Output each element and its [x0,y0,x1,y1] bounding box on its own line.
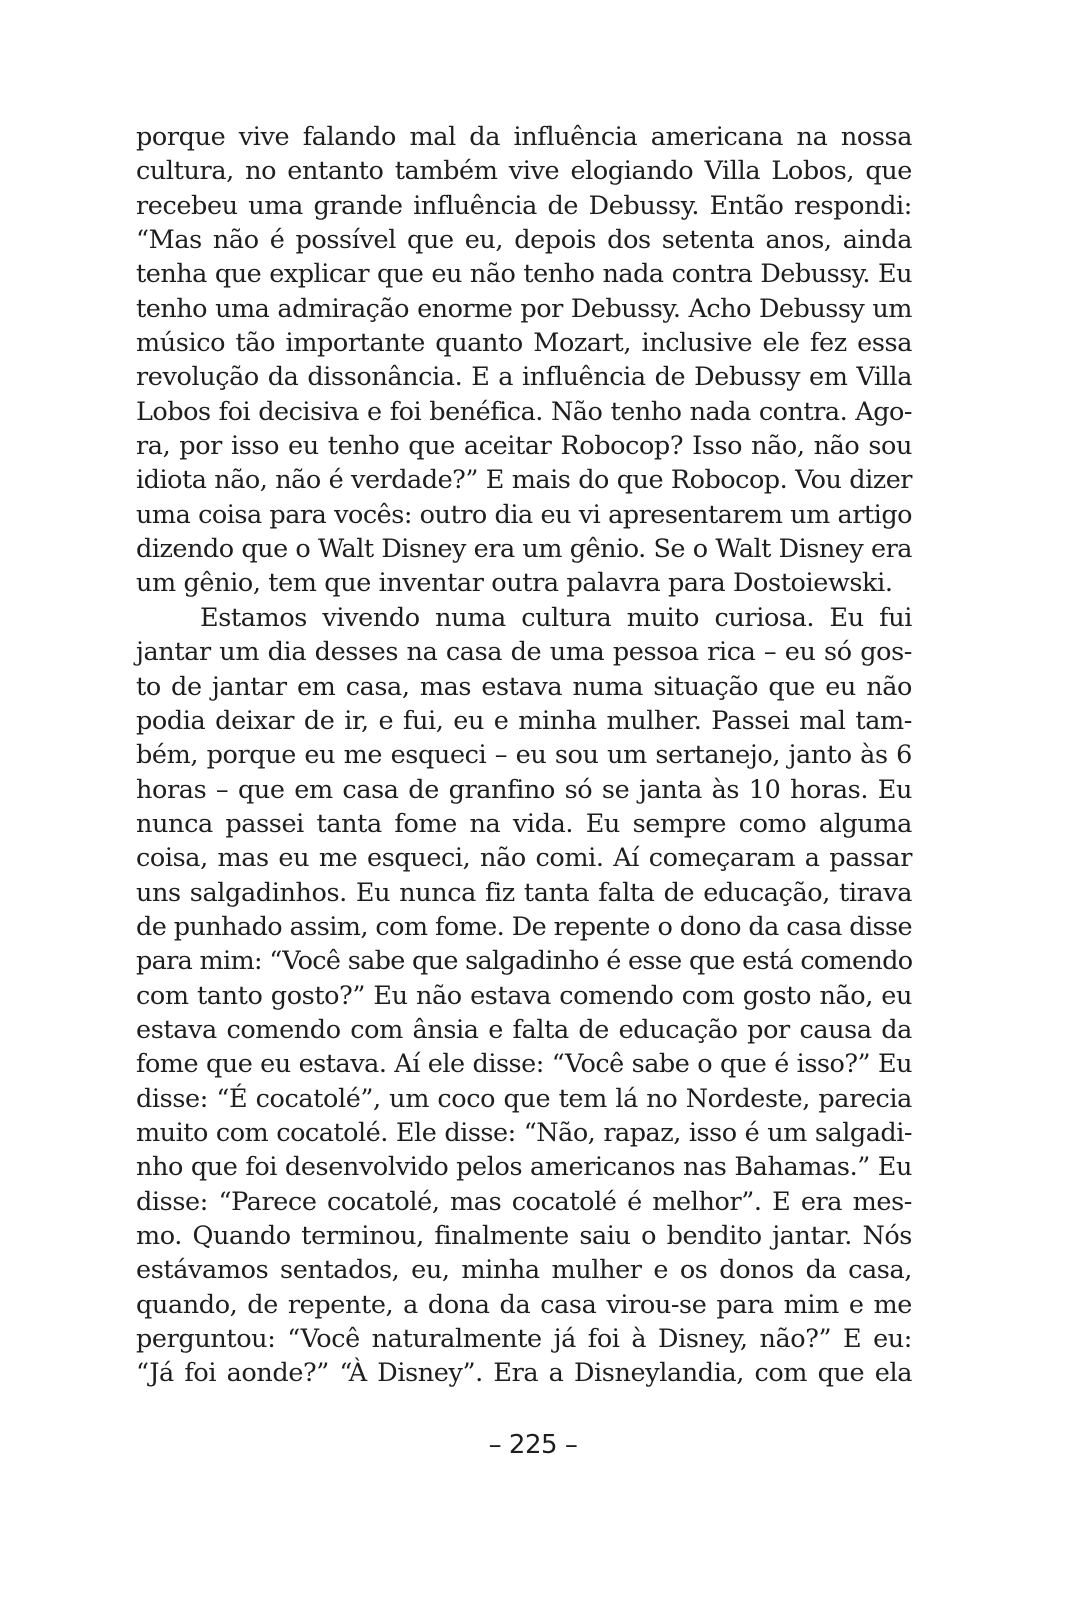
text-line: de punhado assim, com fome. De repente o dono da casa disse [136,911,912,942]
text-line: disse: “Parece cocatolé, mas cocatolé é melhor”. E era mes- [136,1186,912,1217]
text-line: fome que eu estava. Aí ele disse: “Você sabe o que é isso?” Eu [136,1049,912,1080]
text-line: com tanto gosto?” Eu não estava comendo com gosto não, eu [136,980,912,1011]
text-line: recebeu uma grande influência de Debussy. Então respondi: [136,190,912,221]
text-line: estávamos sentados, eu, minha mulher e os donos da casa, [136,1255,912,1286]
text-line: podia deixar de ir, e fui, eu e minha mulher. Passei mal tam- [136,705,912,736]
text-line: idiota não, não é verdade?” E mais do que Robocop. Vou dizer [136,465,912,496]
text-line: bém, porque eu me esqueci – eu sou um sertanejo, janto às 6 [136,740,912,771]
text-line: ra, por isso eu tenho que aceitar Robocop? Isso não, não sou [136,431,912,462]
text-line: perguntou: “Você naturalmente já foi à Disney, não?” E eu: [136,1324,912,1355]
text-line: nho que foi desenvolvido pelos americanos nas Bahamas.” Eu [136,1152,912,1183]
text-line: cultura, no entanto também vive elogiando Villa Lobos, que [136,156,912,187]
text-line: mo. Quando terminou, finalmente saiu o bendito jantar. Nós [136,1221,912,1251]
text-line: para mim: “Você sabe que salgadinho é esse que está comendo [136,946,913,977]
text-line: quando, de repente, a dona da casa virou-se para mim e me [136,1289,912,1320]
text-line: muito com cocatolé. Ele disse: “Não, rapaz, isso é um salgadi- [136,1117,912,1148]
text-line: tenho uma admiração enorme por Debussy. Acho Debussy um [136,293,912,324]
text-line: disse: “É cocatolé”, um coco que tem lá no Nordeste, parecia [136,1083,912,1114]
text-line: Lobos foi decisiva e foi benéfica. Não tenho nada contra. Ago- [136,396,912,427]
page-number: – 225 – [488,1430,578,1460]
text-line: horas – que em casa de granfino só se janta às 10 horas. Eu [136,774,912,805]
text-line: uma coisa para vocês: outro dia eu vi apresentarem um artigo [136,499,912,530]
paragraph [136,120,912,601]
text-line: músico tão importante quanto Mozart, inclusive ele fez essa [136,328,912,359]
text-line: uns salgadinhos. Eu nunca fiz tanta falta de educação, tirava [136,877,912,908]
text-line: coisa, mas eu me esqueci, não comi. Aí começaram a passar [136,843,912,874]
text-line: to de jantar em casa, mas estava numa situação que eu não [136,671,912,702]
text-line: Estamos vivendo numa cultura muito curiosa. Eu fui [200,602,912,633]
paragraph [136,601,912,1391]
text-line: nunca passei tanta fome na vida. Eu sempre como alguma [136,808,912,839]
text-line: um gênio, tem que inventar outra palavra para Dostoiewski. [136,568,893,599]
text-line: porque vive falando mal da influência americana na nossa [136,122,912,152]
text-line: estava comendo com ânsia e falta de educação por causa da [136,1014,912,1045]
body-text [136,120,912,1391]
text-line: “Mas não é possível que eu, depois dos setenta anos, ainda [136,225,912,256]
text-line: tenha que explicar que eu não tenho nada contra Debussy. Eu [136,259,912,290]
text-line: “Já foi aonde?” “À Disney”. Era a Disneylandia, com que ela [136,1358,912,1389]
text-line: jantar um dia desses na casa de uma pessoa rica – eu só gos- [136,637,912,668]
text-line: dizendo que o Walt Disney era um gênio. Se o Walt Disney era [136,534,912,565]
text-line: revolução da dissonância. E a influência de Debussy em Villa [136,362,912,393]
